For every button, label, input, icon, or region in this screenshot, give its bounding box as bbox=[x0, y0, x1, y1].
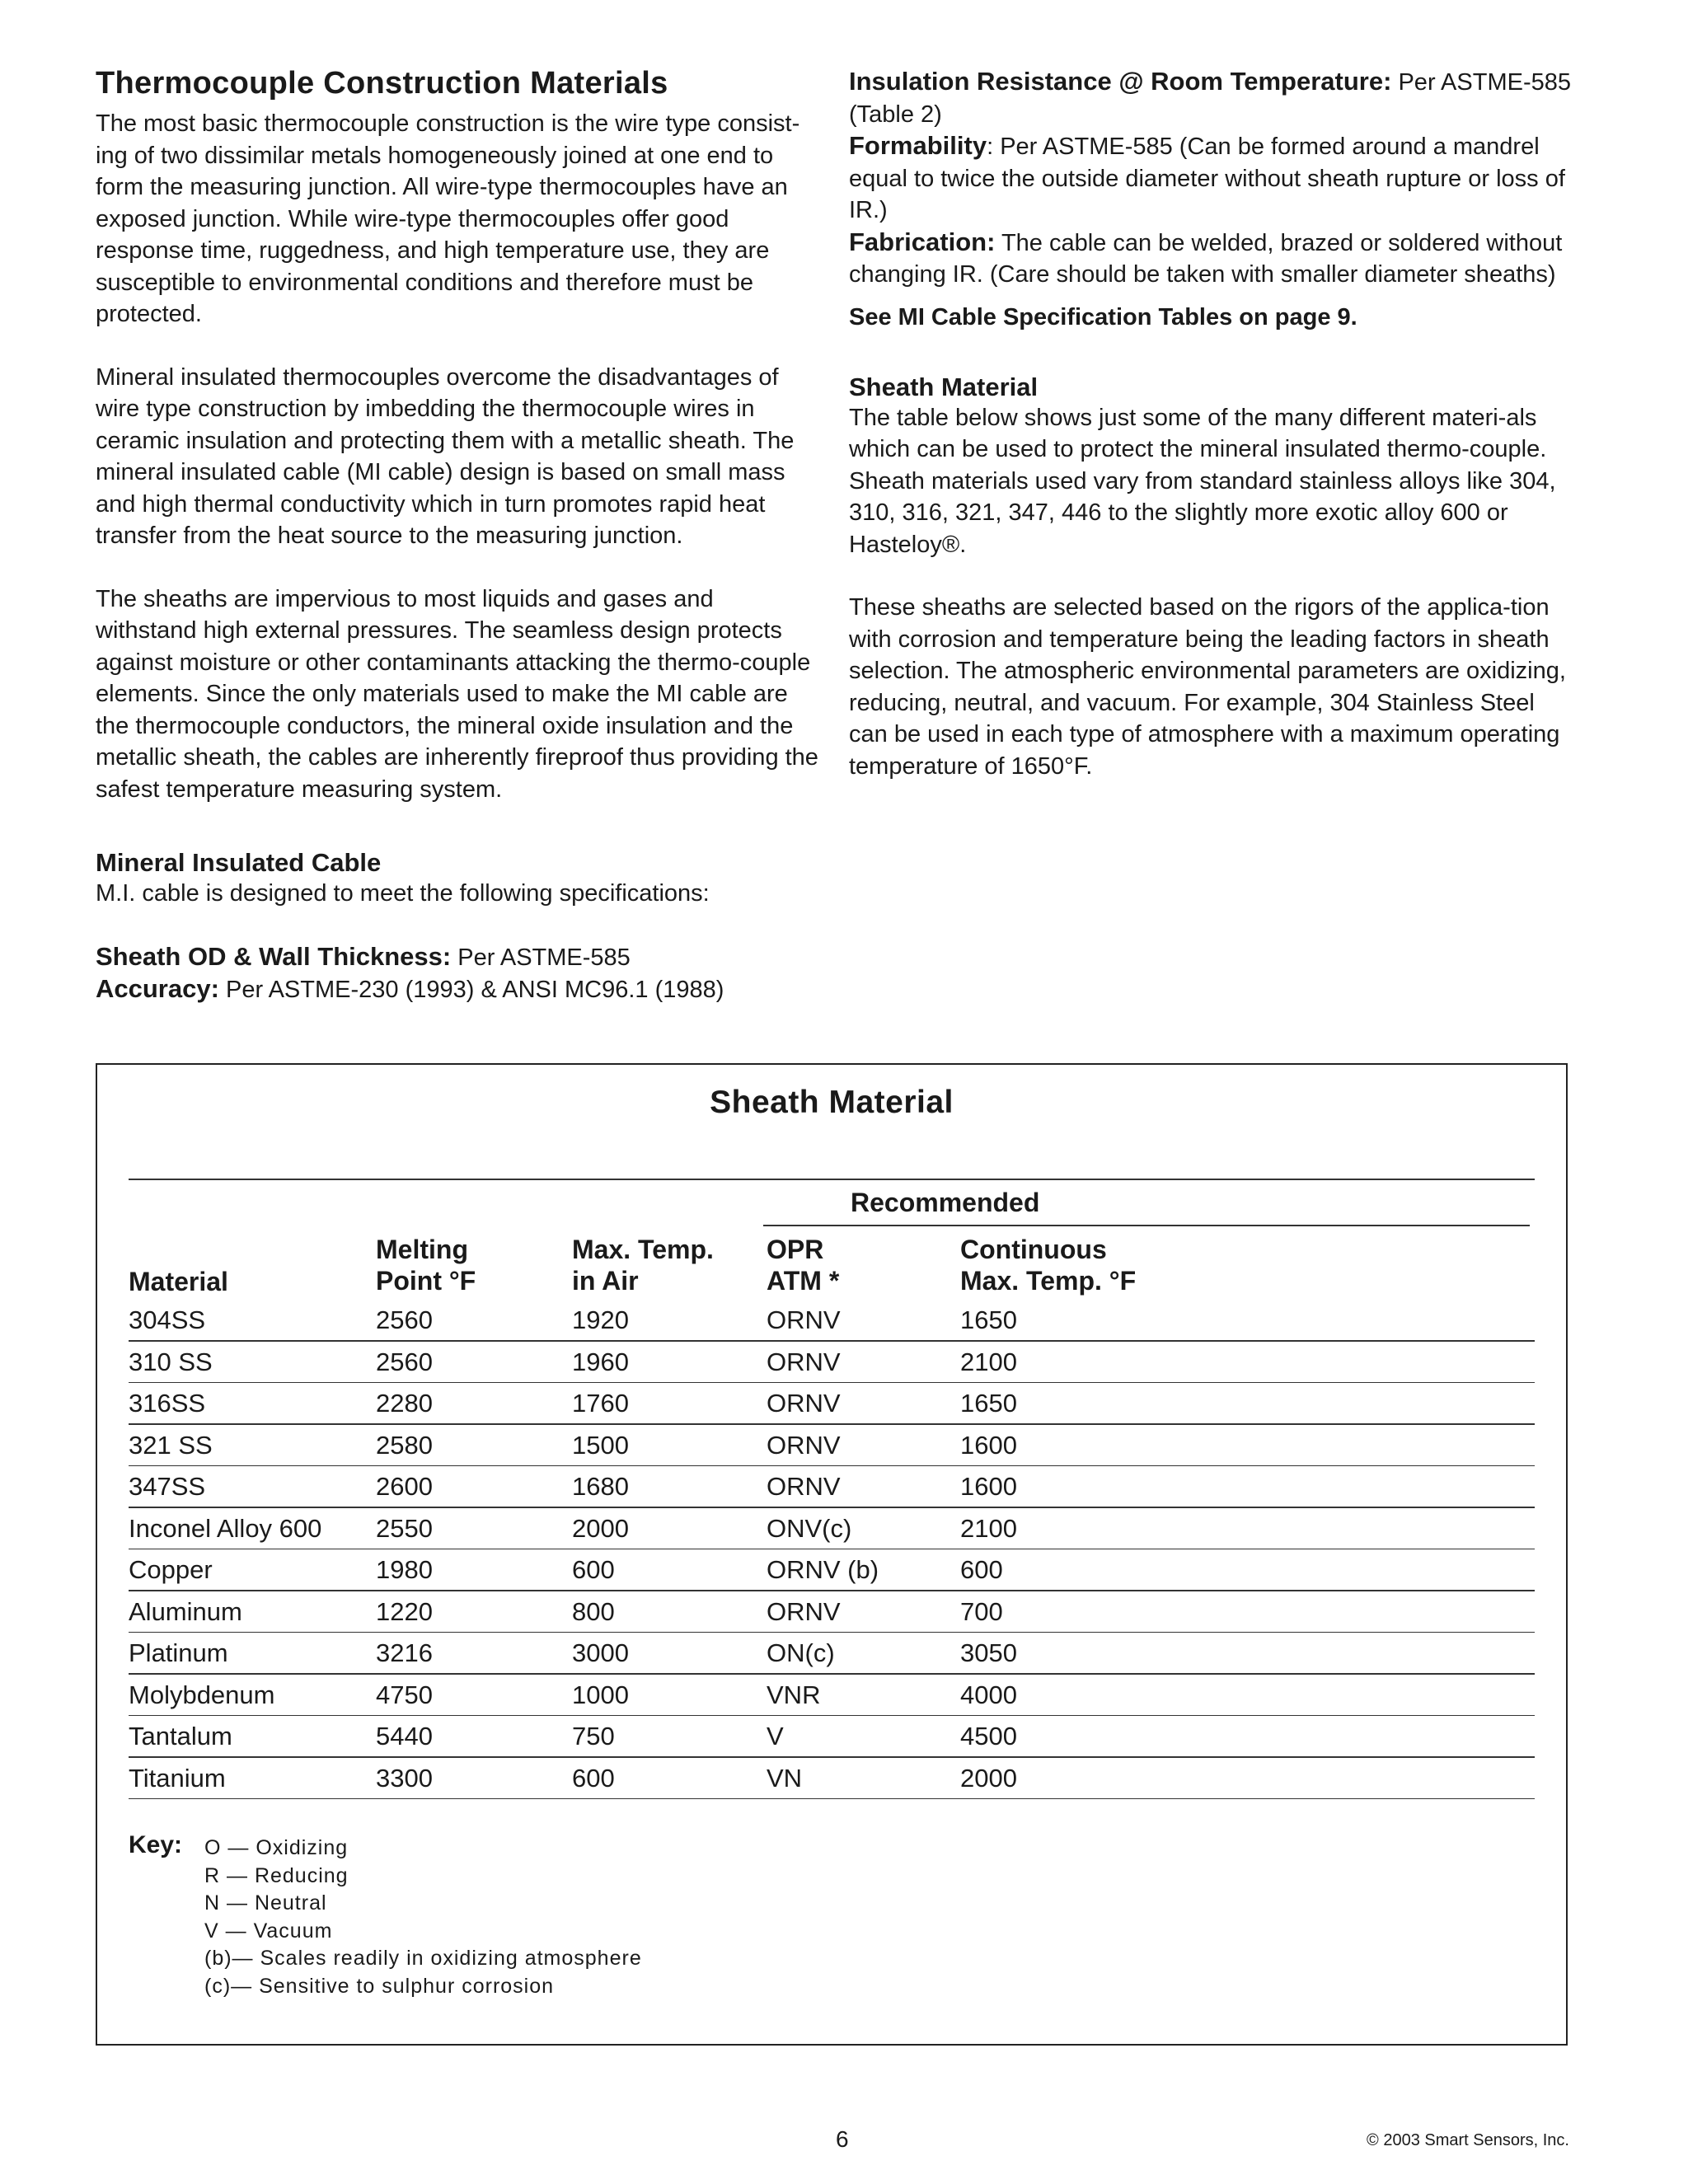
cell-opr-atm: ORNV (b) bbox=[767, 1555, 879, 1584]
key-item: O — Oxidizing bbox=[204, 1836, 349, 1859]
row-divider bbox=[129, 1590, 1535, 1591]
cell-material: Tantalum bbox=[129, 1722, 232, 1750]
cell-max-temp-air: 3000 bbox=[572, 1638, 629, 1667]
spec-label: Fabrication: bbox=[849, 227, 996, 256]
spec-label: Accuracy: bbox=[96, 974, 219, 1003]
cell-max-temp-air: 1680 bbox=[572, 1472, 629, 1501]
cell-melting-point: 1980 bbox=[376, 1555, 433, 1584]
cell-melting-point: 5440 bbox=[376, 1722, 433, 1750]
cell-melting-point: 4750 bbox=[376, 1680, 433, 1709]
table-title: Sheath Material bbox=[710, 1085, 954, 1120]
col-header-maxair-1: Max. Temp. bbox=[572, 1235, 714, 1264]
cell-material: Platinum bbox=[129, 1638, 228, 1667]
sheath-material-table-box bbox=[96, 1063, 1568, 2046]
cell-opr-atm: ON(c) bbox=[767, 1638, 835, 1667]
cell-max-temp-air: 750 bbox=[572, 1722, 615, 1750]
section-heading-construction: Thermocouple Construction Materials bbox=[96, 66, 668, 101]
cell-continuous-max: 2100 bbox=[960, 1513, 1017, 1543]
cell-opr-atm: VN bbox=[767, 1763, 803, 1793]
col-header-maxair-2: in Air bbox=[572, 1266, 639, 1296]
row-divider bbox=[129, 1715, 1535, 1717]
spec-formability bbox=[849, 130, 1574, 227]
row-divider bbox=[129, 1465, 1535, 1467]
spec-fabrication bbox=[849, 227, 1574, 291]
divider bbox=[763, 1225, 1530, 1226]
cell-melting-point: 3300 bbox=[376, 1763, 433, 1793]
group-header-recommended: Recommended bbox=[851, 1188, 1040, 1217]
spec-label: Sheath OD & Wall Thickness: bbox=[96, 941, 452, 971]
row-divider bbox=[129, 1756, 1535, 1758]
spec-sheath-od bbox=[96, 941, 821, 974]
cell-material: Titanium bbox=[129, 1763, 226, 1793]
spec-value: Per ASTME-585 (Table 2) bbox=[849, 69, 1571, 128]
cell-material: 321 SS bbox=[129, 1430, 213, 1460]
cell-opr-atm: ORNV bbox=[767, 1389, 841, 1418]
cell-continuous-max: 1600 bbox=[960, 1430, 1017, 1460]
right-column bbox=[849, 66, 1574, 782]
row-divider bbox=[129, 1507, 1535, 1508]
cell-melting-point: 2560 bbox=[376, 1305, 433, 1334]
col-header-material: Material bbox=[129, 1267, 228, 1296]
spec-value: : Per ASTME-585 (Can be formed around a mandrel equal to twice the outside diameter without sheath rupture or loss of IR.) bbox=[849, 134, 1565, 223]
row-divider bbox=[129, 1632, 1535, 1633]
spec-accuracy bbox=[96, 973, 821, 1006]
paragraph: The most basic thermocouple construction is the wire type consist-ing of two dissimilar metals homogeneously joined at one end to form the measuring junction. All wire-type thermocouples have an exposed junction. While wire-type thermocouples offer good response time, ruggedness, and high temperature use, they are susceptible to environmental conditions and therefore must be protected. bbox=[96, 110, 800, 327]
paragraph: Mineral insulated thermocouples overcome the disadvantages of wire type construction by imbedding the thermocouple wires in ceramic insulation and protecting them with a metallic sheath. The mineral insulated cable (MI cable) design is based on small mass and high thermal conductivity which in turn promotes rapid heat transfer from the heat source to the measuring junction. bbox=[96, 363, 795, 549]
cell-max-temp-air: 600 bbox=[572, 1763, 615, 1793]
cell-melting-point: 1220 bbox=[376, 1596, 433, 1626]
row-divider bbox=[129, 1673, 1535, 1675]
cell-opr-atm: V bbox=[767, 1722, 784, 1750]
cell-continuous-max: 4500 bbox=[960, 1722, 1017, 1750]
cell-opr-atm: ORNV bbox=[767, 1305, 841, 1334]
cell-max-temp-air: 1500 bbox=[572, 1430, 629, 1460]
col-header-opr-2: ATM * bbox=[767, 1266, 840, 1296]
cell-continuous-max: 4000 bbox=[960, 1680, 1017, 1709]
cell-material: Copper bbox=[129, 1555, 213, 1584]
spec-value: Per ASTME-230 (1993) & ANSI MC96.1 (1988) bbox=[225, 977, 724, 1003]
copyright: © 2003 Smart Sensors, Inc. bbox=[1367, 2131, 1569, 2149]
spec-label: Insulation Resistance @ Room Temperature: bbox=[849, 67, 1392, 96]
cell-opr-atm: ORNV bbox=[767, 1596, 841, 1626]
key-item: N — Neutral bbox=[204, 1891, 327, 1915]
cell-max-temp-air: 800 bbox=[572, 1596, 615, 1626]
key-label: Key: bbox=[129, 1831, 183, 1858]
cell-melting-point: 3216 bbox=[376, 1638, 433, 1667]
cell-opr-atm: ORNV bbox=[767, 1430, 841, 1460]
key-item: R — Reducing bbox=[204, 1863, 349, 1887]
page-number: 6 bbox=[836, 2126, 849, 2152]
cell-opr-atm: ONV(c) bbox=[767, 1513, 852, 1543]
row-divider bbox=[129, 1340, 1535, 1342]
cell-continuous-max: 600 bbox=[960, 1555, 1003, 1584]
col-header-melting-1: Melting bbox=[376, 1235, 468, 1264]
spec-insulation-resistance bbox=[849, 66, 1574, 130]
paragraph: The sheaths are impervious to most liquids and gases and withstand high external pressures. The seamless design protects against moisture or other contaminants attacking the thermo-couple elements. Since the only materials used to make the MI cable are the thermocouple conductors, the mineral oxide insulation and the metallic sheath, the cables are inherently fireproof thus providing the safest temperature measuring system. bbox=[96, 585, 818, 803]
cell-continuous-max: 1600 bbox=[960, 1472, 1017, 1501]
cell-melting-point: 2550 bbox=[376, 1513, 433, 1543]
row-divider bbox=[129, 1382, 1535, 1384]
col-header-continuous-1: Continuous bbox=[960, 1235, 1107, 1264]
col-header-melting-2: Point °F bbox=[376, 1266, 476, 1296]
spec-label: Formability bbox=[849, 131, 987, 160]
key-item: (b)— Scales readily in oxidizing atmosphere bbox=[204, 1947, 642, 1970]
subheading-mi-cable: Mineral Insulated Cable bbox=[96, 848, 382, 877]
cell-max-temp-air: 1920 bbox=[572, 1305, 629, 1334]
cell-material: Aluminum bbox=[129, 1596, 242, 1626]
cell-material: 310 SS bbox=[129, 1347, 213, 1376]
cell-continuous-max: 2000 bbox=[960, 1763, 1017, 1793]
cell-melting-point: 2560 bbox=[376, 1347, 433, 1376]
divider bbox=[129, 1179, 1535, 1180]
cell-material: 347SS bbox=[129, 1472, 206, 1501]
cell-continuous-max: 3050 bbox=[960, 1638, 1017, 1667]
row-divider bbox=[129, 1423, 1535, 1425]
cell-continuous-max: 700 bbox=[960, 1596, 1003, 1626]
see-tables-note: See MI Cable Specification Tables on page 9. bbox=[849, 303, 1357, 330]
spec-value: The cable can be welded, brazed or soldered without changing IR. (Care should be taken with smaller diameter sheaths) bbox=[849, 229, 1563, 288]
cell-continuous-max: 2100 bbox=[960, 1347, 1017, 1376]
cell-max-temp-air: 1760 bbox=[572, 1389, 629, 1418]
cell-opr-atm: VNR bbox=[767, 1680, 821, 1709]
row-divider bbox=[129, 1549, 1535, 1550]
col-header-opr-1: OPR bbox=[767, 1235, 824, 1264]
key-item: V — Vacuum bbox=[204, 1919, 333, 1943]
subheading-sheath-material: Sheath Material bbox=[849, 372, 1039, 401]
cell-material: Molybdenum bbox=[129, 1680, 275, 1709]
cell-max-temp-air: 1000 bbox=[572, 1680, 629, 1709]
paragraph: The table below shows just some of the many different materi-als which can be used to protect the mineral insulated thermo-couple. Sheath materials used vary from standard stainless alloys like 304, 310, 316, 321, 347, 446 to the slightly more exotic alloy 600 or Hasteloy®. bbox=[849, 404, 1556, 558]
cell-melting-point: 2580 bbox=[376, 1430, 433, 1460]
key-item: (c)— Sensitive to sulphur corrosion bbox=[204, 1974, 555, 1998]
cell-opr-atm: ORNV bbox=[767, 1347, 841, 1376]
cell-max-temp-air: 600 bbox=[572, 1555, 615, 1584]
cell-melting-point: 2280 bbox=[376, 1389, 433, 1418]
paragraph: M.I. cable is designed to meet the following specifications: bbox=[96, 880, 710, 907]
cell-max-temp-air: 1960 bbox=[572, 1347, 629, 1376]
cell-continuous-max: 1650 bbox=[960, 1389, 1017, 1418]
col-header-continuous-2: Max. Temp. °F bbox=[960, 1266, 1137, 1296]
cell-continuous-max: 1650 bbox=[960, 1305, 1017, 1334]
spec-value: Per ASTME-585 bbox=[457, 944, 631, 971]
left-column bbox=[96, 66, 821, 1006]
cell-opr-atm: ORNV bbox=[767, 1472, 841, 1501]
cell-material: 316SS bbox=[129, 1389, 206, 1418]
row-divider bbox=[129, 1798, 1535, 1800]
cell-melting-point: 2600 bbox=[376, 1472, 433, 1501]
cell-material: 304SS bbox=[129, 1305, 206, 1334]
cell-max-temp-air: 2000 bbox=[572, 1513, 629, 1543]
paragraph: These sheaths are selected based on the rigors of the applica-tion with corrosion and temperature being the leading factors in sheath selection. The atmospheric environmental parameters are oxidizing, reducing, neutral, and vacuum. For example, 304 Stainless Steel can be used in each type of atmosphere with a maximum operating temperature of 1650°F. bbox=[849, 594, 1566, 780]
cell-material: Inconel Alloy 600 bbox=[129, 1513, 322, 1543]
